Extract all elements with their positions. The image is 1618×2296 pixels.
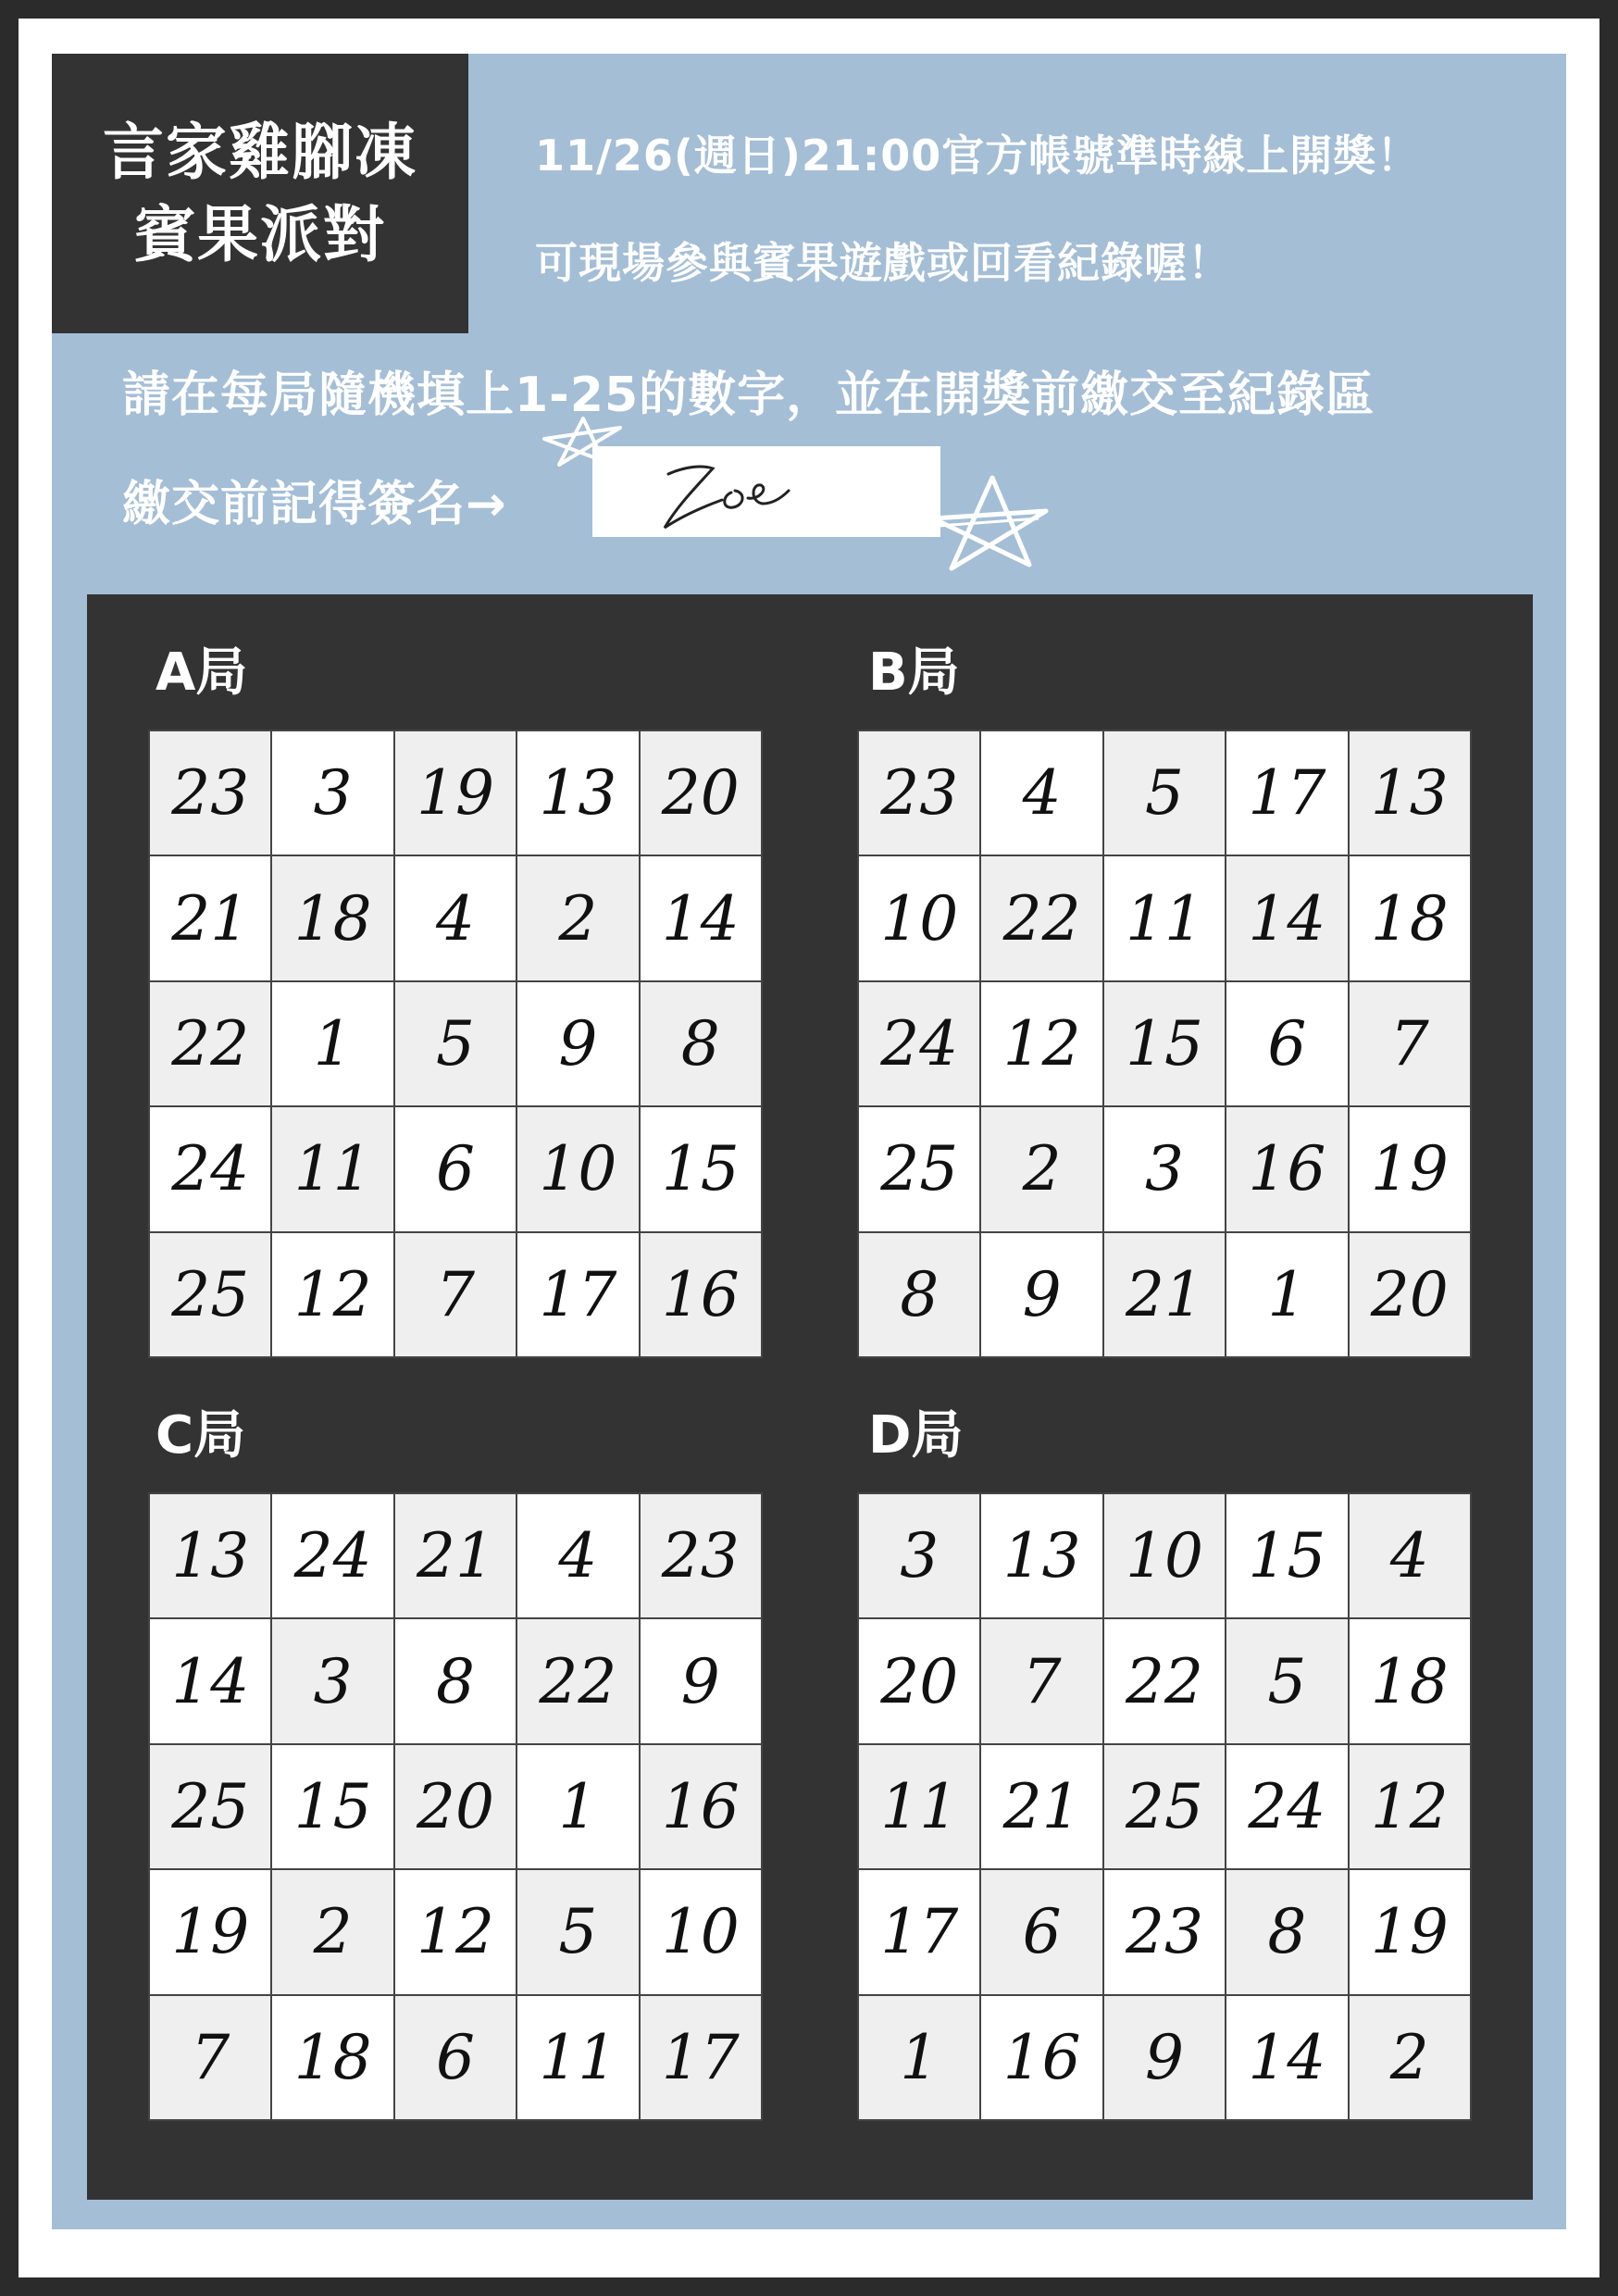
signature-handwriting: [592, 446, 940, 537]
bingo-cell[interactable]: 7: [150, 1996, 270, 2119]
bingo-cell[interactable]: 15: [641, 1107, 761, 1230]
bingo-cell[interactable]: 3: [272, 731, 392, 855]
bingo-cell[interactable]: 21: [981, 1745, 1101, 1868]
game-d-grid: [857, 1492, 1472, 2121]
bingo-cell[interactable]: 9: [981, 1233, 1101, 1356]
bingo-cell[interactable]: 14: [150, 1619, 270, 1742]
bingo-cell[interactable]: 19: [395, 731, 516, 855]
bingo-cell[interactable]: 24: [272, 1494, 392, 1617]
bingo-cell[interactable]: 12: [981, 982, 1101, 1105]
bingo-cell[interactable]: 25: [1104, 1745, 1225, 1868]
bingo-cell[interactable]: 24: [1226, 1745, 1347, 1868]
bingo-cell[interactable]: 13: [1350, 731, 1470, 855]
bingo-cell[interactable]: 10: [641, 1870, 761, 1993]
bingo-cell[interactable]: 12: [1350, 1745, 1470, 1868]
bingo-cell[interactable]: 20: [395, 1745, 516, 1868]
bingo-cell[interactable]: 10: [1104, 1494, 1225, 1617]
bingo-cell[interactable]: 22: [517, 1619, 638, 1742]
bingo-cell[interactable]: 2: [517, 856, 638, 980]
bingo-cell[interactable]: 25: [150, 1233, 270, 1356]
bingo-cell[interactable]: 19: [150, 1870, 270, 1993]
bingo-cell[interactable]: 6: [1226, 982, 1347, 1105]
bingo-cell[interactable]: 11: [517, 1996, 638, 2119]
bingo-cell[interactable]: 11: [859, 1745, 979, 1868]
bingo-cell[interactable]: 19: [1350, 1107, 1470, 1230]
bingo-cell[interactable]: 18: [1350, 856, 1470, 980]
bingo-cell[interactable]: 20: [1350, 1233, 1470, 1356]
bingo-cell[interactable]: 8: [859, 1233, 979, 1356]
bingo-cell[interactable]: 25: [150, 1745, 270, 1868]
bingo-cell[interactable]: 3: [272, 1619, 392, 1742]
bingo-cell[interactable]: 12: [395, 1870, 516, 1993]
bingo-cell[interactable]: 17: [517, 1233, 638, 1356]
bingo-cell[interactable]: 14: [1226, 1996, 1347, 2119]
bingo-cell[interactable]: 21: [150, 856, 270, 980]
bingo-cell[interactable]: 25: [859, 1107, 979, 1230]
bingo-cell[interactable]: 20: [859, 1619, 979, 1742]
bingo-cell[interactable]: 6: [395, 1107, 516, 1230]
bingo-cell[interactable]: 23: [641, 1494, 761, 1617]
bingo-cell[interactable]: 18: [272, 1996, 392, 2119]
game-b-grid: [857, 730, 1472, 1358]
bingo-cell[interactable]: 13: [517, 731, 638, 855]
bingo-cell[interactable]: 23: [1104, 1870, 1225, 1993]
announcement-line1: 11/26(週日)21:00官方帳號準時線上開獎！: [535, 131, 1421, 181]
bingo-cell[interactable]: 4: [981, 731, 1101, 855]
bingo-cell[interactable]: 4: [517, 1494, 638, 1617]
bingo-cell[interactable]: 22: [1104, 1619, 1225, 1742]
game-d-title: D局: [868, 1405, 964, 1466]
bingo-cell[interactable]: 15: [272, 1745, 392, 1868]
bingo-cell[interactable]: 10: [517, 1107, 638, 1230]
bingo-cell[interactable]: 7: [395, 1233, 516, 1356]
bingo-cell[interactable]: 8: [641, 982, 761, 1105]
event-title-line2: 賓果派對: [134, 199, 386, 270]
bingo-cell[interactable]: 24: [859, 982, 979, 1105]
bingo-cell[interactable]: 9: [641, 1619, 761, 1742]
bingo-cell[interactable]: 17: [859, 1870, 979, 1993]
bingo-cell[interactable]: 5: [395, 982, 516, 1105]
bingo-cell[interactable]: 7: [981, 1619, 1101, 1742]
bingo-cell[interactable]: 8: [395, 1619, 516, 1742]
signature-field[interactable]: [592, 446, 940, 537]
bingo-cell[interactable]: 11: [1104, 856, 1225, 980]
bingo-cell[interactable]: 17: [641, 1996, 761, 2119]
bingo-cell[interactable]: 1: [272, 982, 392, 1105]
bingo-cell[interactable]: 18: [1350, 1619, 1470, 1742]
bingo-cell[interactable]: 18: [272, 856, 392, 980]
bingo-cell[interactable]: 16: [641, 1233, 761, 1356]
bingo-cell[interactable]: 19: [1350, 1870, 1470, 1993]
bingo-cell[interactable]: 1: [1226, 1233, 1347, 1356]
bingo-cell[interactable]: 10: [859, 856, 979, 980]
game-a-grid: [148, 730, 763, 1358]
bingo-cell[interactable]: 13: [981, 1494, 1101, 1617]
bingo-cell[interactable]: 9: [1104, 1996, 1225, 2119]
bingo-cell[interactable]: 13: [150, 1494, 270, 1617]
bingo-cell[interactable]: 15: [1226, 1494, 1347, 1617]
bingo-cell[interactable]: 23: [859, 731, 979, 855]
bingo-cell[interactable]: 24: [150, 1107, 270, 1230]
bingo-cell[interactable]: 2: [272, 1870, 392, 1993]
announcement-line2: 可現場參與賓果遊戲或回看紀錄喔！: [535, 238, 1231, 288]
instruction-line2: 繳交前記得簽名→: [122, 477, 507, 532]
bingo-cell[interactable]: 20: [641, 731, 761, 855]
bingo-cell[interactable]: 14: [641, 856, 761, 980]
bingo-cell[interactable]: 22: [981, 856, 1101, 980]
bingo-cell[interactable]: 16: [1226, 1107, 1347, 1230]
bingo-cell[interactable]: 6: [395, 1996, 516, 2119]
bingo-cell[interactable]: 12: [272, 1233, 392, 1356]
bingo-cell[interactable]: 11: [272, 1107, 392, 1230]
bingo-cell[interactable]: 16: [981, 1996, 1101, 2119]
game-c-title: C局: [156, 1405, 246, 1466]
bingo-cell[interactable]: 6: [981, 1870, 1101, 1993]
bingo-cell[interactable]: 16: [641, 1745, 761, 1868]
bingo-cell[interactable]: 1: [517, 1745, 638, 1868]
bingo-cell[interactable]: 15: [1104, 982, 1225, 1105]
bingo-cell[interactable]: 4: [395, 856, 516, 980]
event-title: [52, 54, 468, 333]
bingo-cell[interactable]: 2: [981, 1107, 1101, 1230]
bingo-cell[interactable]: 4: [1350, 1494, 1470, 1617]
bingo-cell[interactable]: 3: [1104, 1107, 1225, 1230]
instruction-line1: 請在每局隨機填上1-25的數字，並在開獎前繳交至紀錄區: [122, 368, 1375, 423]
game-b-title: B局: [868, 643, 960, 703]
bingo-cell[interactable]: 2: [1350, 1996, 1470, 2119]
game-c-grid: [148, 1492, 763, 2121]
bingo-cell[interactable]: 1: [859, 1996, 979, 2119]
bingo-cell[interactable]: 17: [1226, 731, 1347, 855]
bingo-cell[interactable]: 14: [1226, 856, 1347, 980]
bingo-cell[interactable]: 5: [1226, 1619, 1347, 1742]
bingo-cell[interactable]: 21: [395, 1494, 516, 1617]
bingo-cell[interactable]: 8: [1226, 1870, 1347, 1993]
bingo-cell[interactable]: 5: [1104, 731, 1225, 855]
game-a-title: A局: [156, 643, 248, 703]
bingo-cell[interactable]: 5: [517, 1870, 638, 1993]
bingo-cell[interactable]: 21: [1104, 1233, 1225, 1356]
bingo-cell[interactable]: 3: [859, 1494, 979, 1617]
bingo-cell[interactable]: 23: [150, 731, 270, 855]
doodle-star-large-icon: [926, 472, 1055, 576]
bingo-cell[interactable]: 22: [150, 982, 270, 1105]
bingo-cell[interactable]: 7: [1350, 982, 1470, 1105]
event-title-line1: 言家雞腳凍: [103, 116, 417, 188]
bingo-cell[interactable]: 9: [517, 982, 638, 1105]
